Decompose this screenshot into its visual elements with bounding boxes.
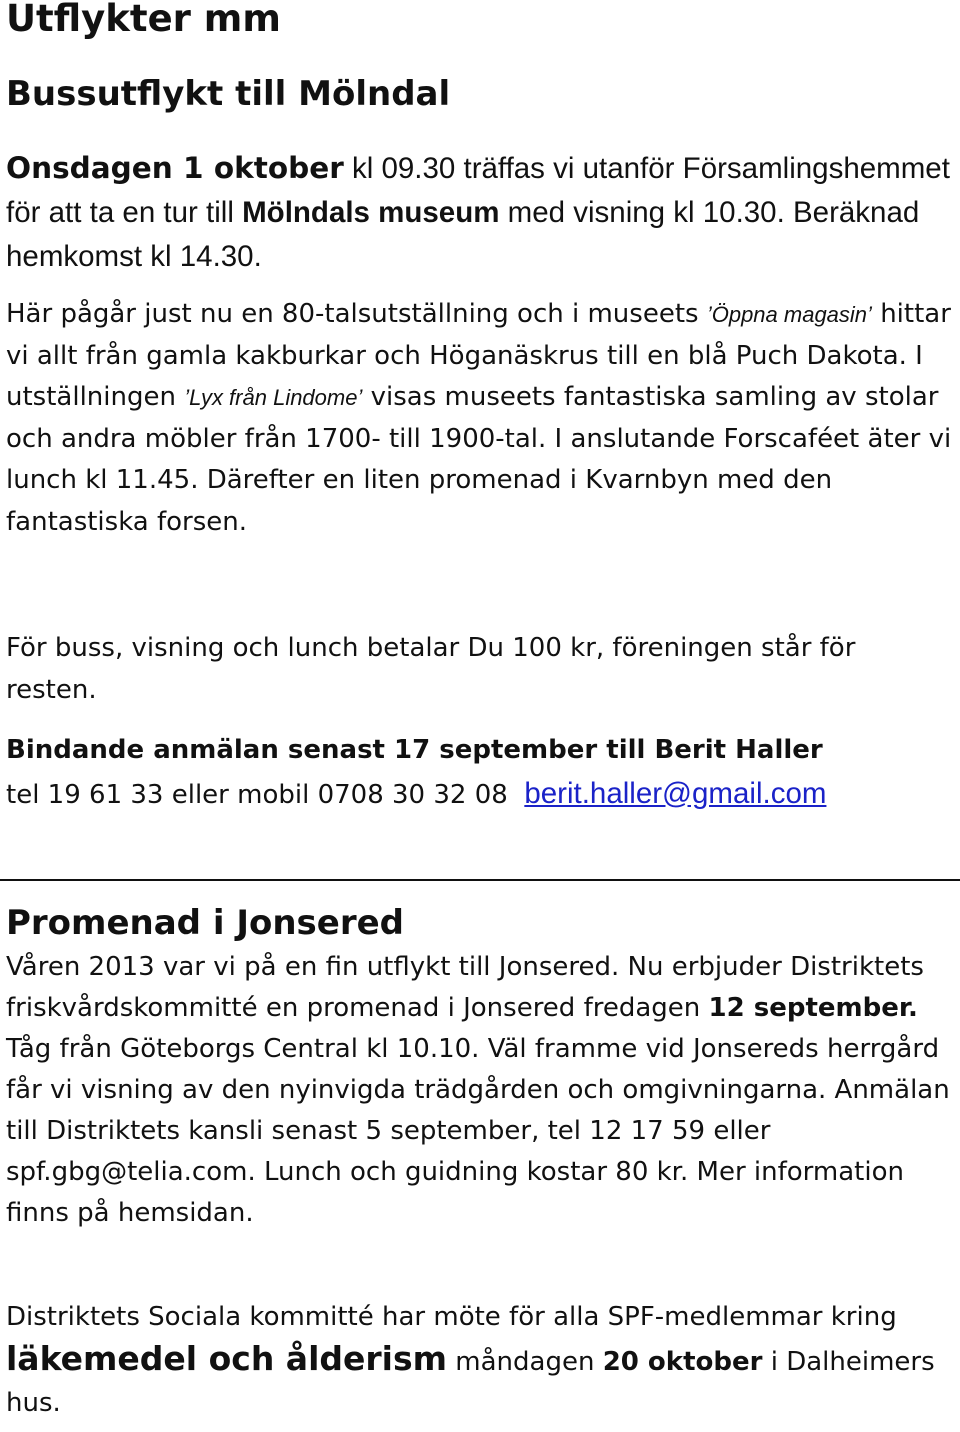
social-date: 20 oktober <box>602 1347 763 1377</box>
jonsered-body <box>6 947 954 1234</box>
molndal-heading: Bussutflykt till Mölndal <box>6 74 451 114</box>
registration-phone: tel 19 61 33 eller mobil 0708 30 32 08 <box>6 779 508 810</box>
section-divider <box>0 879 960 881</box>
social-committee-notice <box>6 1297 954 1424</box>
social-text-2: måndagen <box>447 1347 603 1377</box>
jonsered-body-text-2: Tåg från Göteborgs Central kl 10.10. Väl framme vid Jonsereds herrgård får vi visning av den nyinvigda trädgården och omgivningarna. Anmälan till Distriktets kansli senast 5 september, tel 12 17 59 eller spf.gbg@telia.com. Lunch och guidning kostar 80 kr. Mer information finns på hemsidan. <box>6 1034 950 1228</box>
molndal-details-text-3: visas museets fantastiska samling av stolar och andra möbler från 1700- till 1900-tal. I anslutande Forscaféet äter vi lunch kl 11.45. Därefter en liten promenad i Kvarnbyn med den fantastiska forsen. <box>6 382 952 537</box>
social-text-3: i Dalheimers hus. <box>6 1347 935 1418</box>
molndal-intro-text-2: med visning kl 10.30. Beräknad hemkomst kl 14.30. <box>6 196 920 273</box>
registration-deadline: Bindande anmälan senast 17 september till Berit Haller <box>6 735 823 765</box>
molndal-intro <box>6 146 954 279</box>
jonsered-body-text: Våren 2013 var vi på en fin utflykt till Jonsered. Nu erbjuder Distriktets friskvårdskommitté en promenad i Jonsered fredagen <box>6 952 924 1023</box>
molndal-museum: Mölndals museum <box>242 196 500 229</box>
social-topic: läkemedel och ålderism <box>6 1339 448 1378</box>
social-text: Distriktets Sociala kommitté har möte för alla SPF-medlemmar kring <box>6 1302 897 1332</box>
registration-email-link[interactable]: berit.haller@gmail.com <box>524 776 827 810</box>
molndal-intro-text: kl 09.30 träffas vi utanför Församlingshemmet för att ta en tur till <box>6 152 950 229</box>
exhibit-oppna-magasin: ’Öppna magasin’ <box>706 302 872 327</box>
exhibit-lyx-fran-lindome: ’Lyx från Lindome’ <box>184 385 363 410</box>
jonsered-date: 12 september. <box>708 993 918 1023</box>
molndal-details <box>6 294 954 543</box>
molndal-registration <box>6 730 954 816</box>
molndal-details-text: Här pågår just nu en 80-talsutställning och i museets <box>6 299 707 329</box>
jonsered-heading: Promenad i Jonsered <box>6 903 405 943</box>
molndal-price: För buss, visning och lunch betalar Du 100 kr, föreningen står för resten. <box>6 633 856 705</box>
molndal-details-text-2: hittar vi allt från gamla kakburkar och Höganäskrus till en blå Puch Dakota. I utställningen <box>6 299 951 412</box>
page-title: Utflykter mm <box>6 0 281 40</box>
molndal-date: Onsdagen 1 oktober <box>6 151 344 185</box>
